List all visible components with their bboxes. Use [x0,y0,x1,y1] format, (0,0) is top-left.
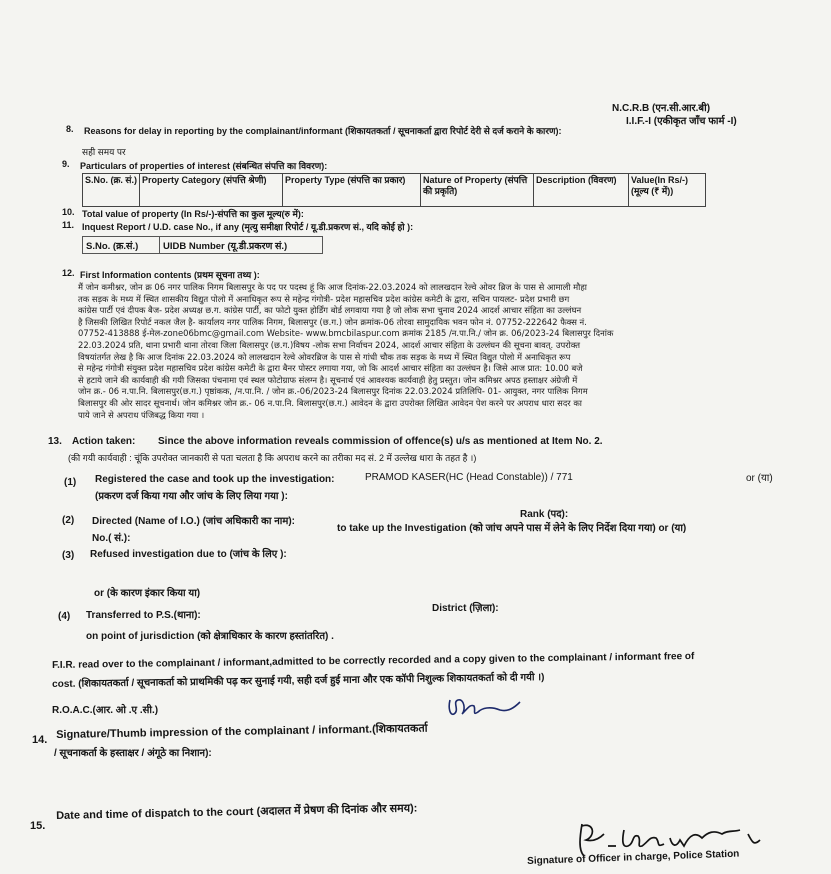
fir-read-line2: cost. (शिकायतकर्ता / सूचनाकर्ता को प्राथमिकी पढ़ कर सुनाई गयी, सही दर्ज हुई माना और एक कॉपी निशुल्क शिकायतकर्ता को दी गयी ।) [52,672,545,690]
fir-line: से हटाये जाने की कार्यवाही की गयी जिसका पंचनामा एवं स्थल फोटोग्राफ संलग्न है। सूचनार्थ एवं आवश्यक कार्यवाही हेतु प्रस्तुत। जोन कमिश्नर अपठ हस्ताक्षर अंग्रेजी में [78,374,578,385]
col-sno: S.No. (क्र. सं.) [83,174,140,207]
opt1-hindi: (प्रकरण दर्ज किया गया और जांच के लिए लिया गया ): [95,491,288,502]
fir-line: पाये जाने से अपराध पंजिबद्ध किया गया । [78,409,205,420]
ud-case-table [82,236,323,254]
item15-label: Date and time of dispatch to the court (अदालत में प्रेषण की दिनांक और समय): [56,802,418,822]
opt4-number: (4) [58,611,71,622]
opt4-district: District (ज़िला): [432,603,499,614]
col-value: Value(In Rs/-) (मूल्य (₹ में)) [629,174,706,207]
item15-number: 15. [30,820,46,832]
opt4-jurisdiction: on point of jurisdiction (को क्षेत्राधिकार के कारण हस्तांतरित) . [86,631,334,642]
opt2-no: No.( सं.): [92,533,131,544]
col-nature: Nature of Property (संपत्ति की प्रकृति) [421,174,534,207]
fir-line: तक सड़क के मध्य में स्थित शासकीय विद्युत पोलो में अनाधिकृत रूप से महेन्द्र गंगोत्री- प्रदेश महासचिव प्रदेश कांग्रेस कमेटी के द्वारा, सचिन पायलट- प्रदेश प्रभारी छग [78,293,570,304]
opt3-or: or (के कारण इंकार किया या) [94,588,201,599]
fir-line: जोन क्र.- 06 न.पा.नि. बिलासपुर(छ.ग.) पृष्ठांकक, /न.पा.नि. / जोन क्र.-06/2023-24 बिलासपुर दिनांक 22.03.2024 प्रतिलिपि- 01- आयुक्त, नगर पालिक निगम [78,386,588,397]
ncrb-label: N.C.R.B (एन.सी.आर.बी) [612,103,711,114]
property-table-header [83,174,706,207]
fir-read-line1: F.I.R. read over to the complainant / informant,admitted to be correctly recorded and a copy given to the complainant / informant free of [52,651,695,671]
opt1-number: (1) [64,477,77,488]
item13-label: Action taken: [72,436,136,447]
opt4-label: Transferred to P.S.(थाना): [86,610,201,621]
roac-label: R.O.A.C.(आर. ओ .ए .सी.) [52,705,159,716]
item11-label: Inquest Report / U.D. case No., if any (मृत्यु समीक्षा रिपोर्ट / यू.डी.प्रकरण सं., यदि कोई हो ): [82,222,414,232]
opt2-label: Directed (Name of I.O.) (जांच अधिकारी का नाम): [92,516,295,527]
form-label: I.I.F.-I (एकीकृत जाँच फार्म -I) [626,116,737,127]
item11-number: 11. [62,220,75,230]
fir-contents [78,282,626,421]
fir-line: विषयांतर्गत लेख है कि आज दिनांक 22.03.2024 को लालखदान रेल्वे ओवरब्रिज के पास से गांधी चौक तक सड़क के मध्य में स्थित विद्युत पोलो में अनाधिकृत रूप [78,351,571,362]
property-table [82,173,706,207]
fir-line: बिलासपुर की ओर सादर सूचनार्थ। जोन कमिश्नर जोन क्र.- 06 न.पा.नि. बिलासपुर(छ.ग.) आवेदन के द्वारा उपरोक्त लिखित आवेदन पेश करने पर अपराध धारा सदर का [78,397,582,408]
opt1-or: or (या) [746,473,773,484]
opt3-label: Refused investigation due to (जांच के लिए ): [90,549,287,560]
item13-hindi: (की गयी कार्यवाही : चूंकि उपरोक्त जानकारी से पता चलता है कि अपराध करने का तरीका मद सं. 2 में उल्लेख धारा के तहत है ।) [68,453,477,463]
item12-label: First Information contents (प्रथम सूचना तथ्य ): [80,270,260,280]
fir-line: है जिसकी लिखित रिपोर्ट नकल जैल है- कार्यालय नगर पालिक निगम, बिलासपुर (छ.ग.) जोन क्रमांक-06 तोरवा सामुदायिक भवन फोन नं. 07752-222642 फैक्स नं. [78,316,587,327]
item8-number: 8. [66,124,74,134]
opt3-number: (3) [62,550,75,561]
item14-label2: / सूचनाकर्ता के हस्ताक्षर / अंगूठे का निशान): [54,748,212,759]
item14-number: 14. [32,734,48,746]
item10-number: 10. [62,207,75,217]
officer-signature-caption: Signature of Officer in charge, Police Station [527,848,740,867]
opt2-rank: Rank (पद): [520,509,569,520]
ud-col-sno: S.No. (क्र.सं.) [83,237,160,254]
item8-value: सही समय पर [82,147,126,157]
col-description: Description (विवरण) [534,174,629,207]
col-category: Property Category (संपत्ति श्रेणी) [140,174,283,207]
fir-line: 07752-413888 ई-मेल-zone06bmc@gmail.com Website- www.bmcbilaspur.com क्रमांक 2185 /न.पा.नि./ जोन क्र. 06/2023-24 बिलासपुर दिनांक [78,328,614,339]
col-type: Property Type (संपत्ति का प्रकार) [283,174,421,207]
item12-number: 12. [62,268,75,278]
item9-label: Particulars of properties of interest (संबन्धित संपत्ति का विवरण): [80,161,328,171]
item10-label: Total value of property (In Rs/-)-संपत्ति का कुल मूल्य(रु में): [82,209,304,219]
fir-line: से महेन्द्र गंगोत्री संयुक्त प्रदेश महासचिव प्रदेश कांग्रेस कमेटी के द्वारा बैनर पोस्टर लगाया गया, जो कि आदर्श आचार संहिता का उल्लंघन है। जिसे आज प्रात: 10.00 बजे [78,363,583,374]
item9-number: 9. [62,159,70,169]
item8-label: Reasons for delay in reporting by the complainant/informant (शिकायतकर्ता / सूचनाकर्ता द्वारा रिपोर्ट देरी से दर्ज कराने के कारण): [84,126,562,136]
opt1-label: Registered the case and took up the investigation: [95,474,335,485]
fir-line: 22.03.2024 प्रति, थाना प्रभारी थाना तोरवा जिला बिलासपुर (छ.ग.)विषय -लोक सभा निर्वाचन 2024, आदर्श आचार संहिता के उल्लंघन की सूचना बावत्. उपरोक्त [78,339,581,350]
complainant-signature [444,690,524,728]
item14-label: Signature/Thumb impression of the complainant / informant.(शिकायतकर्ता [56,722,428,741]
opt1-officer: PRAMOD KASER(HC (Head Constable)) / 771 [365,472,573,483]
item13-number: 13. [48,436,62,447]
ud-col-uidb: UIDB Number (यू.डी.प्रकरण सं.) [160,237,323,254]
opt2-text: to take up the Investigation (को जांच अपने पास में लेने के लिए निर्देश दिया गया) or (या) [337,523,687,534]
item13-text: Since the above information reveals commission of offence(s) u/s as mentioned at Item No. 2. [158,436,603,447]
fir-line: मैं जोन कमीश्नर, जोन क्र 06 नगर पालिक निगम बिलासपुर के पद पर पदस्थ हूं कि आज दिनांक-22.03.2024 को लालखदान रेल्वे ओवर ब्रिज के पास से आमाली मौहा [78,282,587,292]
opt2-number: (2) [62,515,75,526]
fir-line: कांग्रेस पार्टी एवं दीपक बैज- प्रदेश अध्यक्ष छ.ग. कांग्रेस पार्टी, का फोटो युक्त होर्डिंग बोर्ड लगवाया गया है जो लोक सभा चुनाव 2024 आदर्श आचार संहिता का उल्लंघन [78,305,582,316]
